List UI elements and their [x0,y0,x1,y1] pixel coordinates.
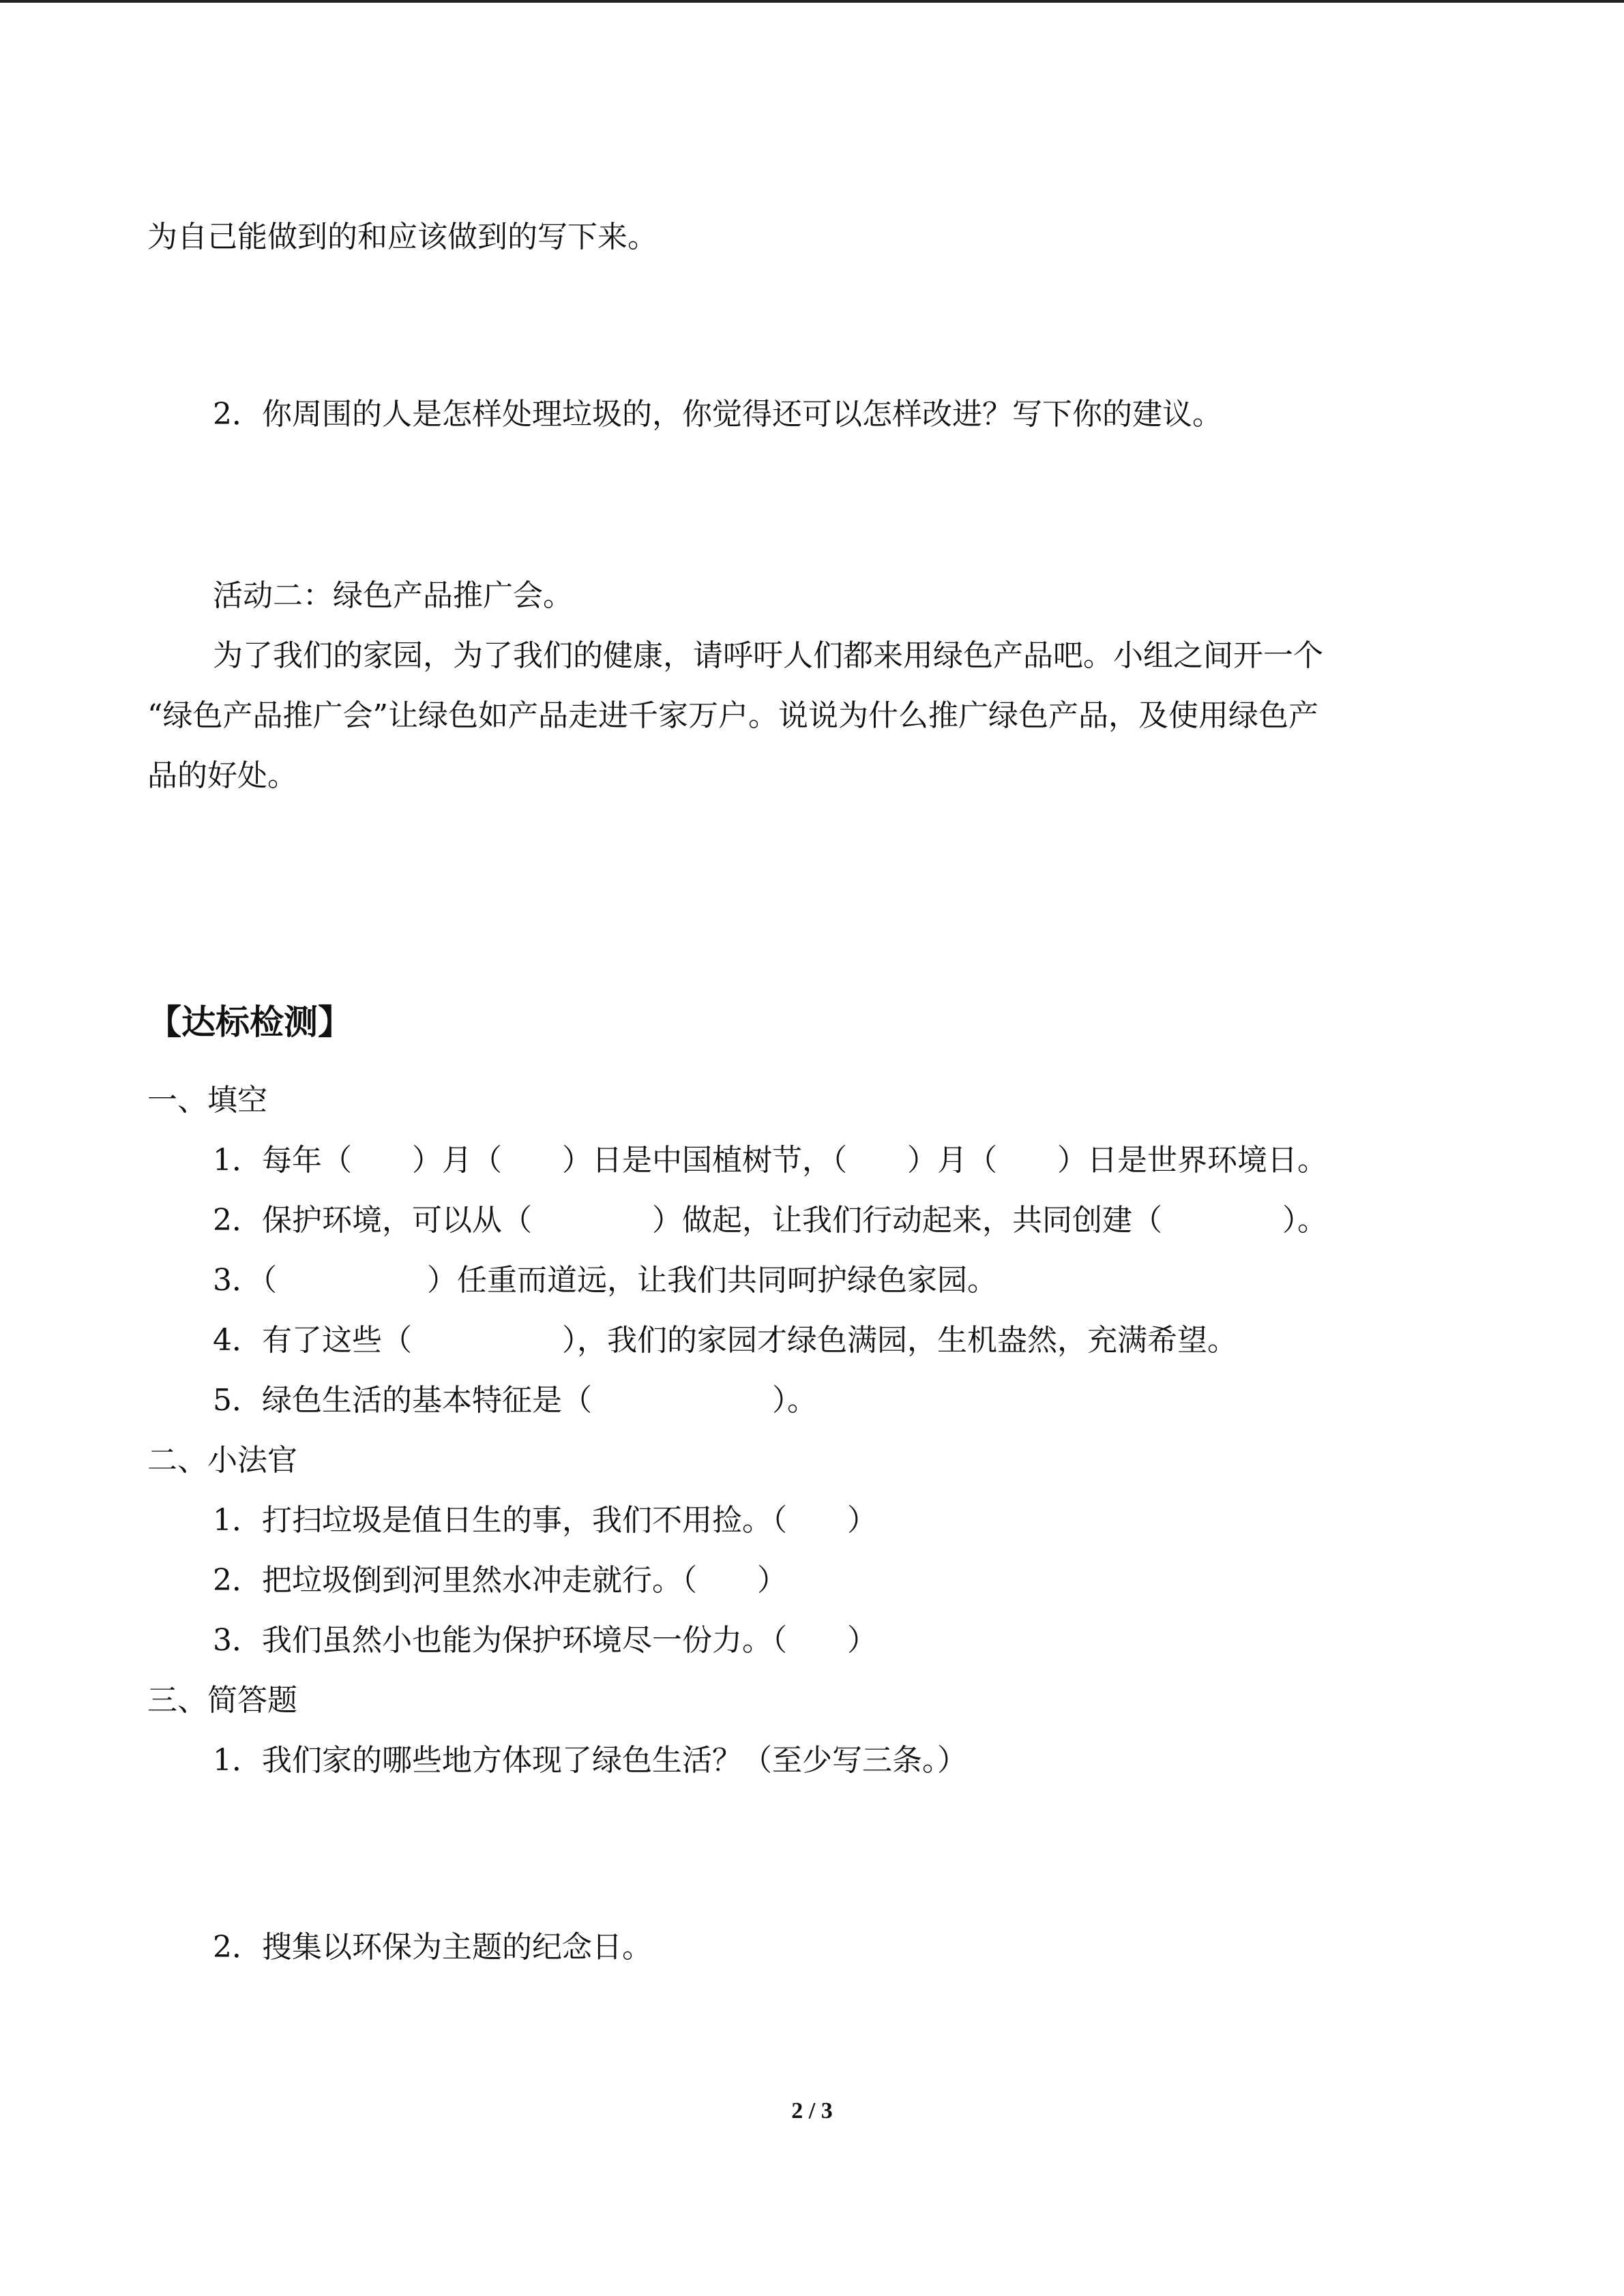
short-answer-item: 2．搜集以环保为主题的纪念日。 [213,1930,652,1965]
activity-2-paragraph-line-1: 为了我们的家园，为了我们的健康，请呼吁人们都来用绿色产品吧。小组之间开一个 [213,638,1323,673]
page-number: 2 / 3 [791,2098,833,2123]
top-border-line [0,0,1624,3]
judge-title: 二、小法官 [147,1443,297,1478]
fill-blank-title: 一、填空 [147,1083,267,1118]
activity-2-paragraph-line-2: “绿色产品推广会”让绿色如产品走进千家万户。说说为什么推广绿色产品，及使用绿色产 [147,698,1318,733]
section-heading-test: 【达标检测】 [147,1002,352,1042]
intro-line: 为自己能做到的和应该做到的写下来。 [147,220,658,254]
short-answer-item: 1．我们家的哪些地方体现了绿色生活？（至少写三条。） [213,1743,967,1778]
activity-2-paragraph-line-3: 品的好处。 [147,758,297,793]
judge-item: 3．我们虽然小也能为保护环境尽一份力。（ ） [213,1623,877,1658]
judge-item: 1．打扫垃圾是值日生的事，我们不用捡。（ ） [213,1503,877,1538]
judge-item: 2．把垃圾倒到河里然水冲走就行。（ ） [213,1563,787,1598]
fill-blank-item: 2．保护环境，可以从（ ）做起，让我们行动起来，共同创建（ ）。 [213,1203,1327,1238]
short-answer-title: 三、简答题 [147,1683,297,1718]
question-2-garbage: 2．你周围的人是怎样处理垃圾的，你觉得还可以怎样改进？写下你的建议。 [213,397,1222,432]
fill-blank-item: 4．有了这些（ ），我们的家园才绿色满园，生机盎然，充满希望。 [213,1323,1237,1358]
fill-blank-item: 1．每年（ ）月（ ）日是中国植树节，（ ）月（ ）日是世界环境日。 [213,1143,1327,1178]
activity-2-title: 活动二：绿色产品推广会。 [213,578,573,613]
fill-blank-item: 5．绿色生活的基本特征是（ ）。 [213,1383,817,1418]
fill-blank-item: 3．（ ）任重而道远，让我们共同呵护绿色家园。 [213,1263,997,1298]
